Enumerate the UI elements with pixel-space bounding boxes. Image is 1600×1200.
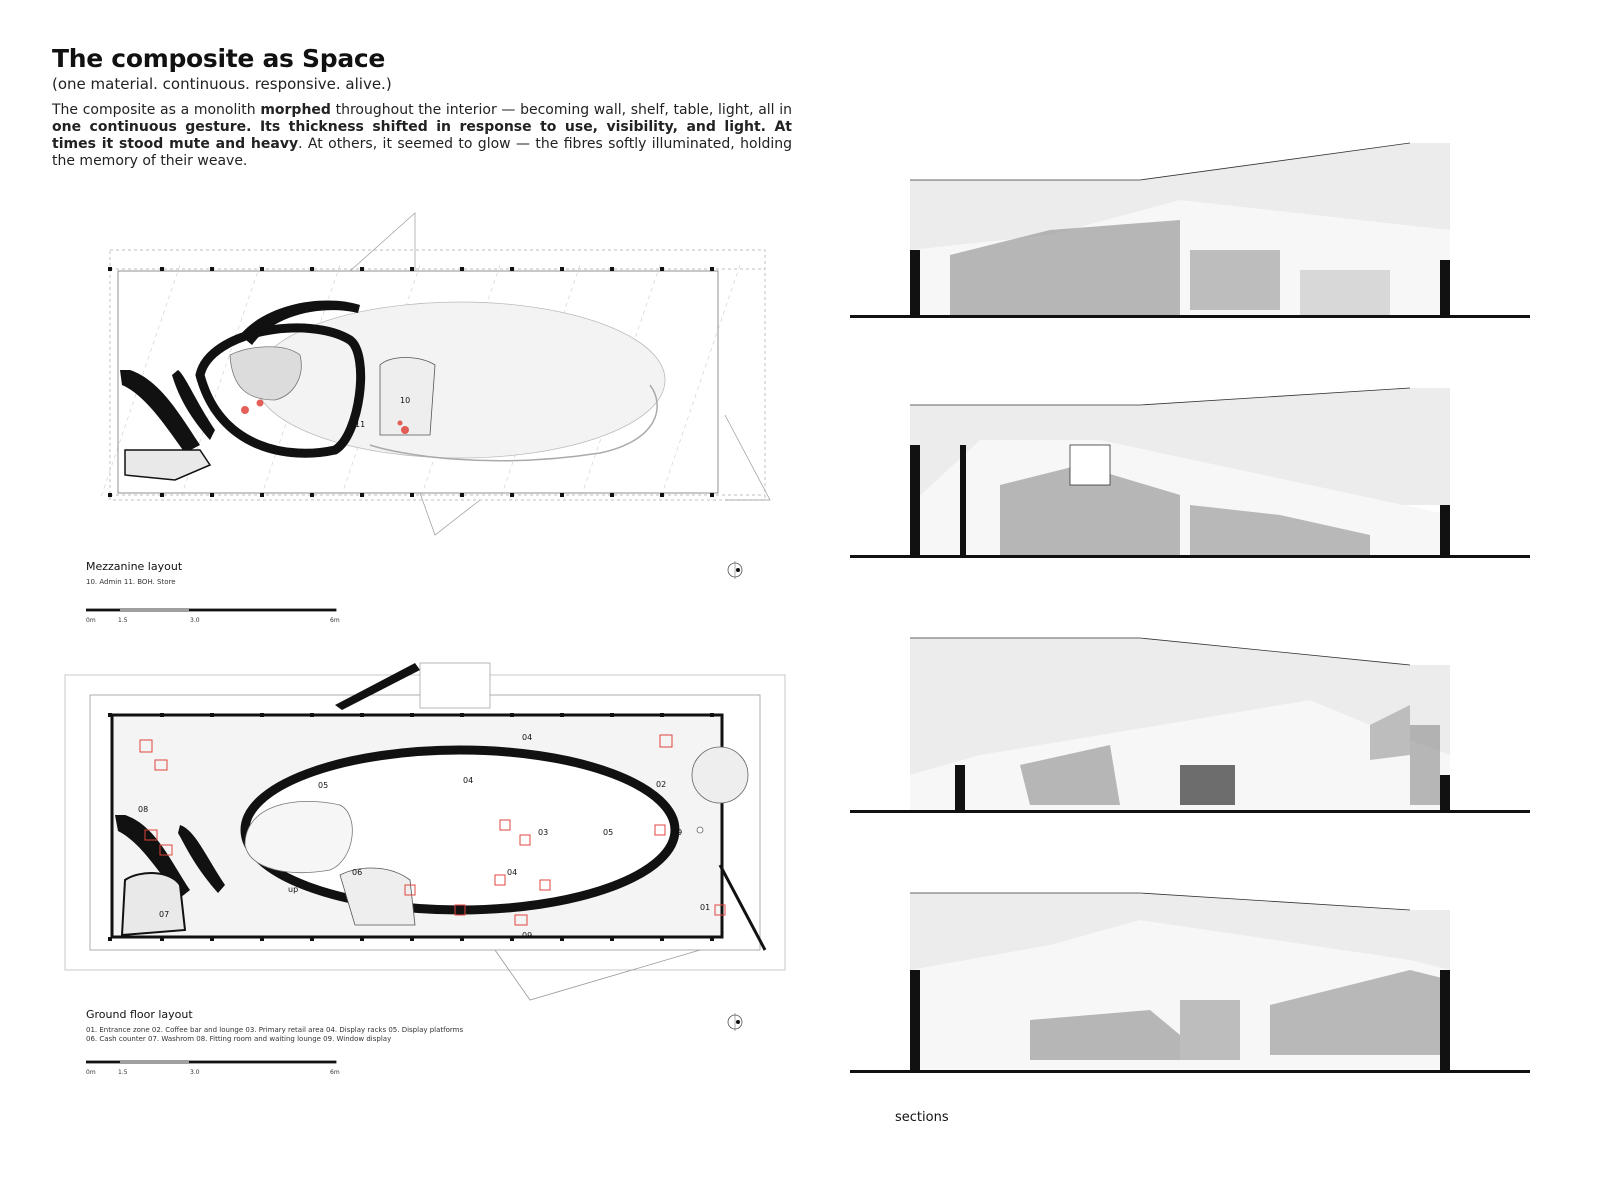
ground-scale-2: 3.0 (190, 1069, 200, 1076)
ground-label-08: 08 (138, 805, 149, 814)
north-arrow-icon (725, 560, 745, 580)
mezzanine-plan-drawing (60, 205, 800, 545)
ground-floor-plan-drawing (60, 655, 800, 1010)
mezzanine-scale-3: 6m (330, 617, 340, 624)
mezzanine-scale-bar (86, 608, 346, 616)
ground-label-up: up (288, 885, 299, 894)
ground-label-02: 02 (656, 780, 667, 789)
ground-label-06: 06 (352, 868, 363, 877)
mezzanine-scale-1: 1.5 (118, 617, 128, 624)
ground-scale-3: 6m (330, 1069, 340, 1076)
ground-scale-1: 1.5 (118, 1069, 128, 1076)
ground-label-09a: 09 (672, 828, 683, 837)
section-3 (850, 635, 1560, 825)
mezzanine-scale-0: 0m (86, 617, 96, 624)
mezzanine-legend: 10. Admin 11. BOH. Store (86, 578, 176, 586)
mezzanine-label-dn: dn (290, 324, 301, 333)
ground-scale-0: 0m (86, 1069, 96, 1076)
intro-part-4: one continuous gesture. Its thickness shifted in response to use, visibility, and light. At times it stood mute and heavy (52, 119, 792, 152)
ground-label-04c: 04 (507, 868, 518, 877)
ground-label-07: 07 (159, 910, 170, 919)
north-arrow-icon (725, 1012, 745, 1032)
mezzanine-label-10: 10 (400, 396, 411, 405)
ground-label-04b: 04 (463, 776, 474, 785)
page-title: The composite as Space (52, 44, 386, 73)
ground-scale-bar (86, 1060, 346, 1068)
sections-label: sections (895, 1110, 949, 1125)
mezzanine-label-11: 11 (355, 420, 366, 429)
intro-paragraph (52, 102, 792, 170)
ground-label-05a: 05 (318, 781, 329, 790)
ground-title: Ground floor layout (86, 1008, 193, 1021)
section-4 (850, 890, 1560, 1080)
section-2 (850, 385, 1560, 575)
ground-legend-2: 06. Cash counter 07. Washrom 08. Fitting room and waiting lounge 09. Window display (86, 1035, 392, 1043)
section-1 (850, 140, 1560, 330)
mezzanine-title: Mezzanine layout (86, 560, 183, 573)
ground-legend-1: 01. Entrance zone 02. Coffee bar and lounge 03. Primary retail area 04. Display racks 05. Display platforms (86, 1026, 464, 1034)
intro-part-5: . At others, it seemed to glow — the fibres softly illuminated, holding the memory of their weave. (52, 136, 792, 169)
mezzanine-scale-2: 3.0 (190, 617, 200, 624)
intro-part-2: morphed (260, 102, 331, 118)
intro-part-3: throughout the interior — becoming wall, shelf, table, light, all in (330, 102, 793, 118)
ground-label-03: 03 (538, 828, 549, 837)
ground-label-01: 01 (700, 903, 711, 912)
intro-part-1: The composite as a monolith (52, 102, 261, 118)
ground-label-05b: 05 (603, 828, 614, 837)
ground-label-09b: 09 (522, 931, 533, 940)
ground-label-04a: 04 (522, 733, 533, 742)
page-subtitle: (one material. continuous. responsive. alive.) (52, 75, 392, 93)
